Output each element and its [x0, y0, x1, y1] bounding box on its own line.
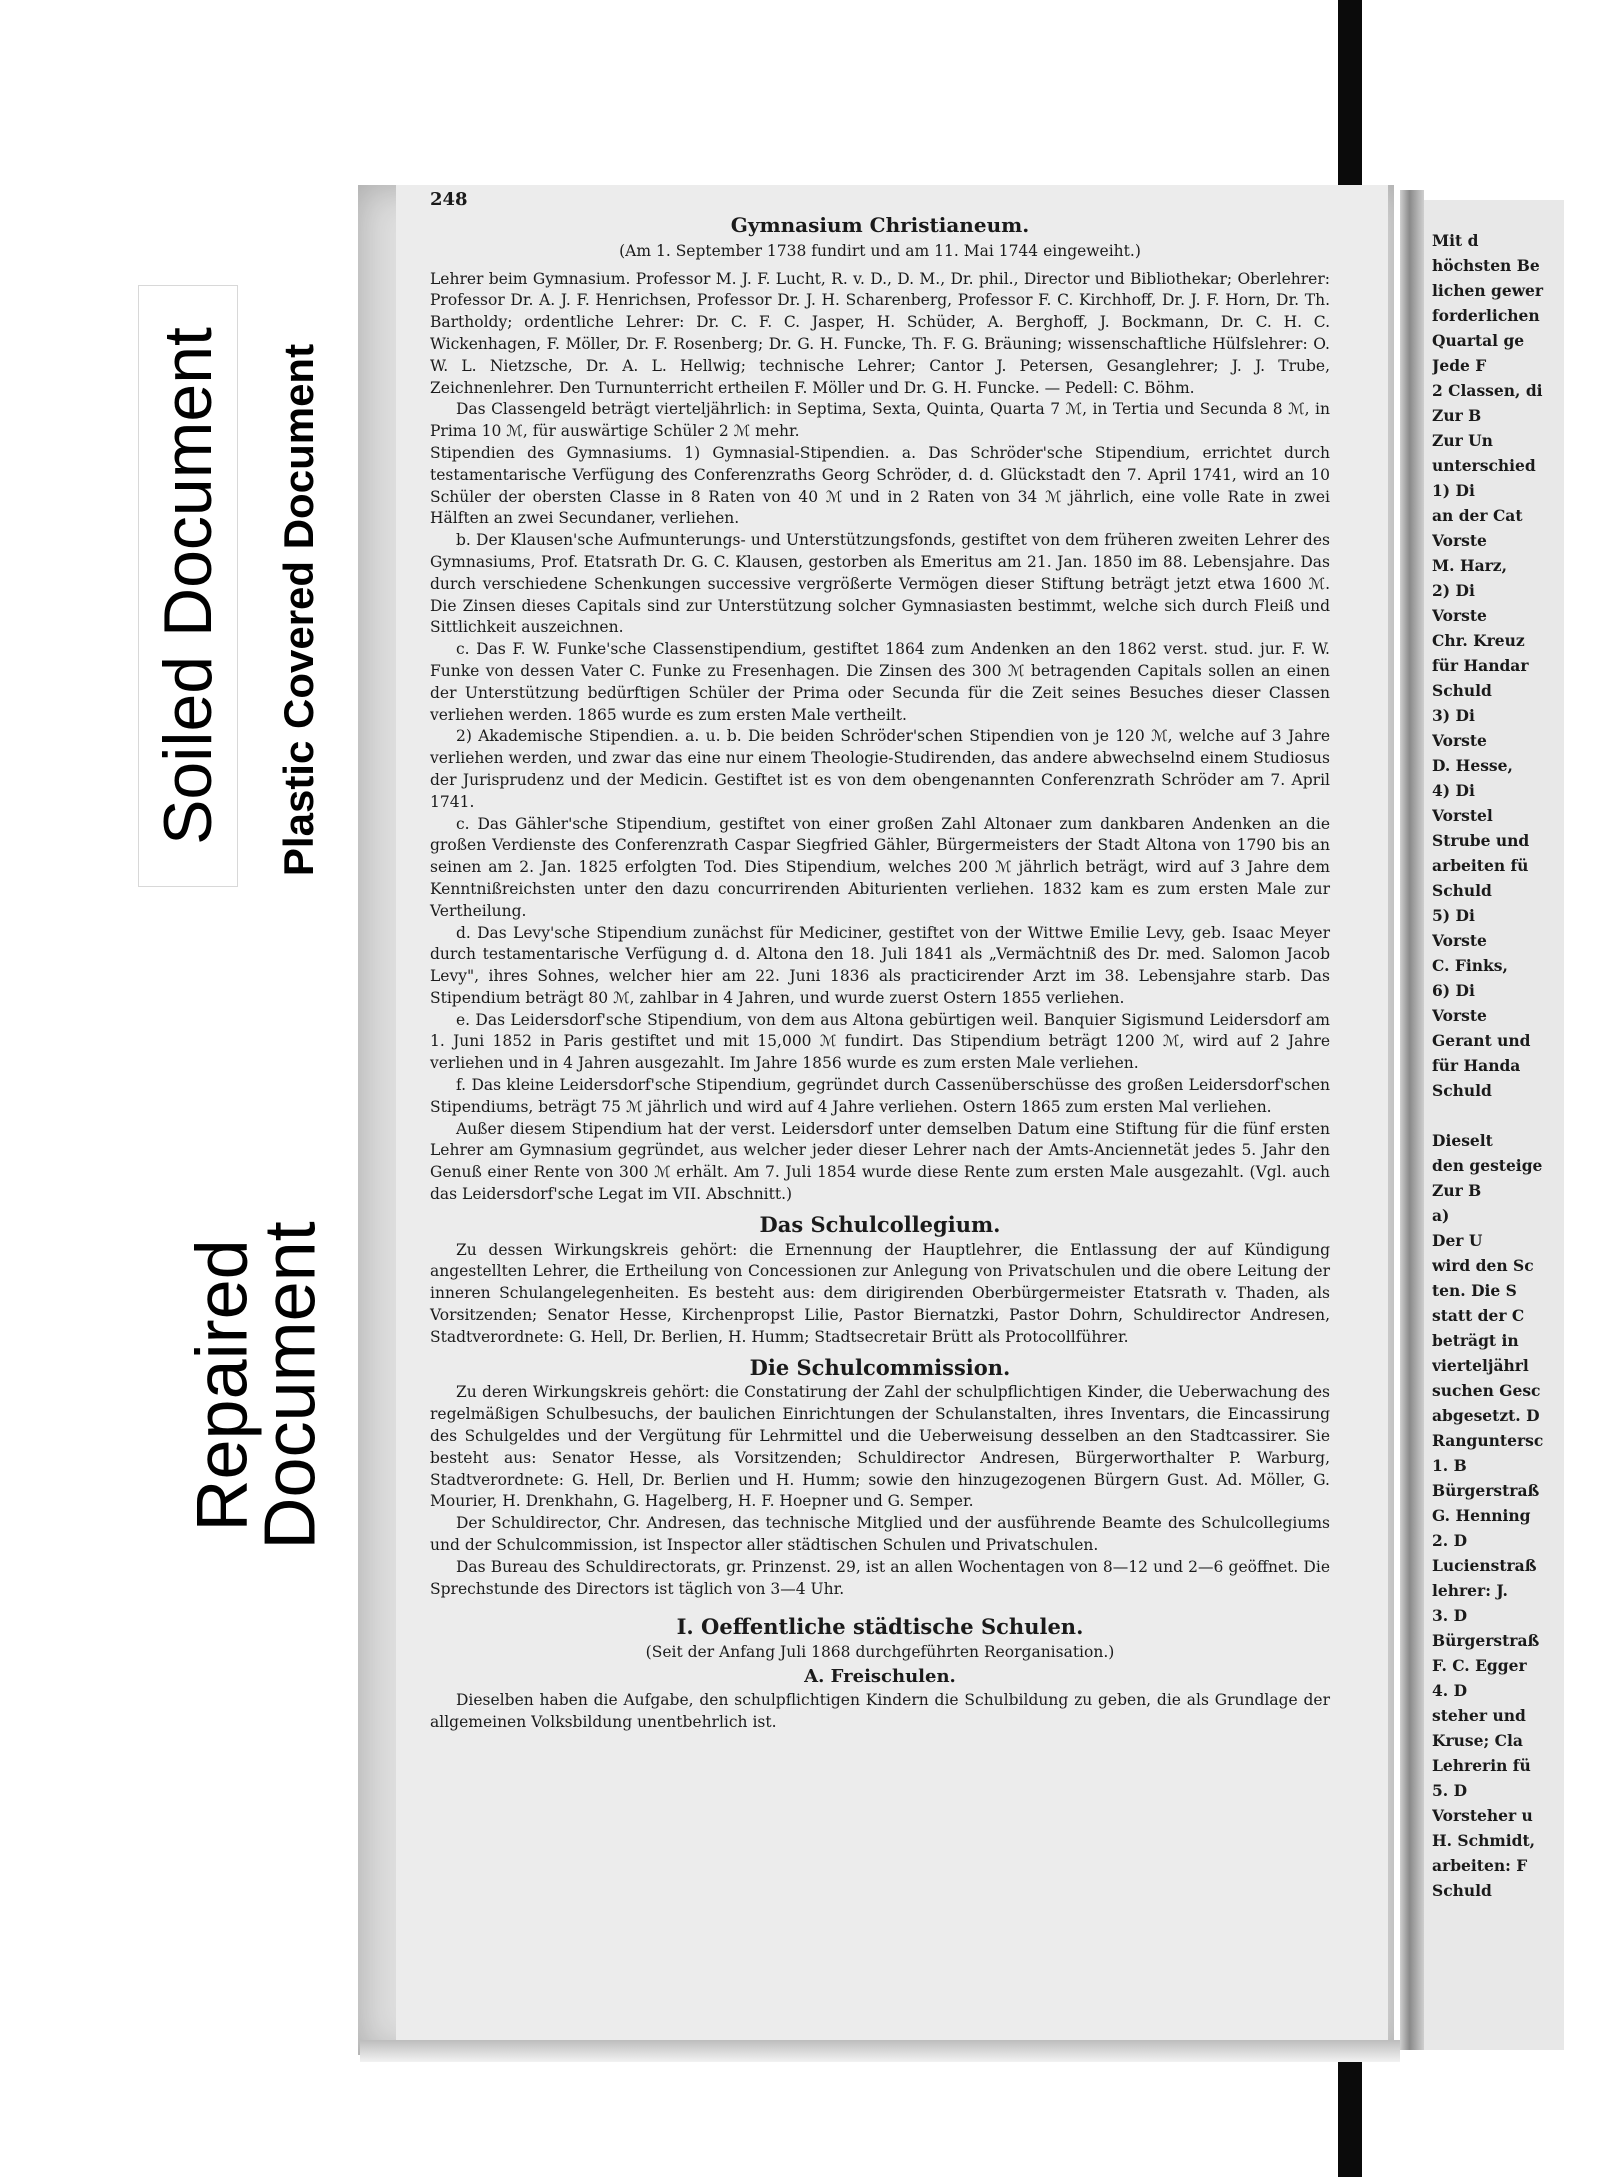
facing-page-line: Lucienstraß — [1432, 1556, 1537, 1575]
paragraph-funke: c. Das F. W. Funke'sche Classenstipendium, gestiftet 1864 zum Andenken an den 1862 verst. stud. jur. F. W. Funke von dessen Vater C. Funke zu Fresenhagen. Die Zinsen des 300 ℳ betragenden Capitals sollen an einen der Unterstützung bedürftigen Schüler der Prima oder Secunda für die Zeit seines Besuches dieser Classen verliehen werden. 1865 wurde es zum ersten Male vertheilt. — [430, 640, 1330, 724]
facing-page-line: Vorste — [1432, 606, 1487, 625]
facing-page-line: D. Hesse, — [1432, 756, 1513, 775]
paragraph-lehrer: Lehrer beim Gymnasium. Professor M. J. F. Lucht, R. v. D., D. M., Dr. phil., Director und Bibliothekar; Oberlehrer: Professor Dr. A. J. F. Henrichsen, Professor Dr. J. H. Scharenberg, Professor F. C. Kirchhoff, Dr. J. F. Horn, Dr. Th. Bartholdy; ordentliche Lehrer: Dr. C. F. C. Jasper, H. Schüder, A. Berghoff, J. Bockmann, Dr. C. H. C. Wickenhagen, F. Möller, Dr. F. Rosenberg; Dr. G. H. Funcke, Th. F. G. Bräuning; wissenschaftliche Hülfslehrer: O. W. L. Nietzsche, Dr. A. L. Hellwig; technische Lehrer; Cantor J. Petersen, Gesanglehrer; J. J. Trube, Zeichnenlehrer. Den Turnunterricht ertheilen F. Möller und Dr. G. H. Funcke. — Pedell: C. Böhm. — [430, 269, 1330, 397]
facing-page-line: H. Schmidt, — [1432, 1831, 1536, 1850]
facing-page-line: M. Harz, — [1432, 556, 1508, 575]
repaired-document-label — [142, 1130, 372, 1640]
facing-page-line: Vorstel — [1432, 806, 1493, 825]
facing-page-line: Vorsteher u — [1432, 1806, 1533, 1825]
facing-page-line: forderlichen — [1432, 306, 1540, 325]
paragraph-schulcollegium: Zu dessen Wirkungskreis gehört: die Ernennung der Hauptlehrer, die Entlassung der auf Kündigung angestellten Lehrer, die Ertheilung von Concessionen zur Anlegung von Privatschulen und die obere Leitung der inneren Schulangelegenheiten. Es besteht aus: dem dirigirenden Oberbürgermeister Etatsrath v. Thaden, als Vorsitzenden; Senator Hesse, Kirchenpropst Lilie, Pastor Biernatzki, Pastor Dohrn, Schuldirector Andresen, Stadtverordnete: G. Hell, Dr. Berlien, H. Humm; Stadtsecretair Brütt als Protocollführer. — [430, 1240, 1330, 1346]
facing-page-line: Dieselt — [1432, 1131, 1493, 1150]
facing-page-line: C. Finks, — [1432, 956, 1508, 975]
facing-page-line: a) — [1432, 1206, 1450, 1225]
heading-freischulen: A. Freischulen. — [804, 1666, 956, 1687]
facing-page-line: 5) Di — [1432, 906, 1475, 925]
soiled-document-text: Soiled Document — [150, 327, 226, 845]
facing-page-line: Schuld — [1432, 1881, 1492, 1900]
facing-page-line: Jede F — [1432, 356, 1487, 375]
paragraph-klausen: b. Der Klausen'sche Aufmunterungs- und Unterstützungsfonds, gestiftet von dem früheren zweiten Lehrer des Gymnasiums, Prof. Etatsrath Dr. G. C. Klausen, gestorben als Emeritus am 21. Jan. 1850 im 88. Lebensjahre. Das durch verschiedene Schenkungen successive vergrößerte Vermögen dieser Stiftung beträgt jetzt etwa 1600 ℳ. Die Zinsen dieses Capitals sind zur Unterstützung solcher Gymnasiasten bestimmt, welche sich durch Fleiß und Sittlichkeit auszeichnen. — [430, 531, 1330, 637]
heading-schulcommission: Die Schulcommission. — [749, 1354, 1011, 1380]
paragraph-levy: d. Das Levy'sche Stipendium zunächst für Mediciner, gestiftet von der Wittwe Emilie Levy, geb. Isaac Meyer durch testamentarische Verfügung d. d. Altona den 18. Juli 1841 als „Vermächtniß des Dr. med. Salomon Jacob Levy", ihres Sohnes, welcher hier am 22. Juni 1836 als practicirender Arzt im 38. Lebensjahre starb. Das Stipendium beträgt 80 ℳ, zahlbar in 4 Jahren, und wurde zuerst Ostern 1855 verliehen. — [430, 923, 1330, 1007]
facing-page-line: Mit d — [1432, 231, 1479, 250]
subheading-reorganisation: (Seit der Anfang Juli 1868 durchgeführten Reorganisation.) — [645, 1643, 1115, 1662]
paragraph-leidersdorf: e. Das Leidersdorf'sche Stipendium, von dem aus Altona gebürtigen weil. Banquier Sigismund Leidersdorf am 1. Juni 1852 in Paris gestiftet und mit 15,000 ℳ fundirt. Das Stipendium beträgt 1200 ℳ, wird auf 2 Jahre verliehen und in 4 Jahren ausgezahlt. Im Jahre 1856 wurde es zum ersten Male verliehen. — [430, 1010, 1330, 1073]
paragraph-schuldirector: Der Schuldirector, Chr. Andresen, das technische Mitglied und der ausführende Beamte des Schulcollegiums und der Schulcommission, ist Inspector aller städtischen Schulen und Privatschulen. — [430, 1514, 1330, 1555]
facing-page-line: für Handa — [1432, 1056, 1521, 1075]
facing-page-line: Zur Un — [1432, 431, 1493, 450]
facing-page-line: abgesetzt. D — [1432, 1406, 1540, 1425]
plastic-covered-label — [258, 290, 340, 930]
facing-page-line: F. C. Egger — [1432, 1656, 1527, 1675]
facing-page-line: Zur B — [1432, 1181, 1482, 1200]
facing-page-line: statt der C — [1432, 1306, 1525, 1325]
facing-page-line: Quartal ge — [1432, 331, 1525, 350]
paragraph-akademische: 2) Akademische Stipendien. a. u. b. Die beiden Schröder'schen Stipendien von je 120 ℳ, welche auf 3 Jahre verliehen werden, und zwar das eine nur einem Theologie-Studirenden, das andere abwechselnd einem Studiosus der Jurisprudenz und der Medicin. Gestiftet ist es von dem obengenannten Conferenzrath Schröder am 7. April 1741. — [430, 727, 1330, 811]
facing-page-line: 2. D — [1432, 1531, 1468, 1550]
facing-page-line: G. Henning — [1432, 1506, 1531, 1525]
paragraph-freischulen: Dieselben haben die Aufgabe, den schulpflichtigen Kindern die Schulbildung zu geben, die als Grundlage der allgemeinen Volksbildung unentbehrlich ist. — [430, 1690, 1330, 1731]
paragraph-classengeld: Das Classengeld beträgt vierteljährlich: in Septima, Sexta, Quinta, Quarta 7 ℳ, in Tertia und Secunda 8 ℳ, in Prima 10 ℳ, für auswärtige Schüler 2 ℳ mehr. — [430, 400, 1330, 441]
facing-page-line: ten. Die S — [1432, 1281, 1517, 1300]
facing-page-line: Vorste — [1432, 531, 1487, 550]
plastic-covered-text: Plastic Covered Document — [275, 343, 323, 877]
facing-page-line: 6) Di — [1432, 981, 1475, 1000]
facing-page-line: suchen Gesc — [1432, 1381, 1541, 1400]
facing-page-line: Schuld — [1432, 1081, 1492, 1100]
facing-page-line: Bürgerstraß — [1432, 1481, 1540, 1500]
page-subtitle: (Am 1. September 1738 fundirt und am 11. Mai 1744 eingeweiht.) — [619, 241, 1141, 260]
facing-page-line: den gesteige — [1432, 1156, 1543, 1175]
facing-page-line: Bürgerstraß — [1432, 1631, 1540, 1650]
facing-page-line: Gerant und — [1432, 1031, 1531, 1050]
paragraph-bureau: Das Bureau des Schuldirectorats, gr. Prinzenst. 29, ist an allen Wochentagen von 8—12 und 2—6 geöffnet. Die Sprechstunde des Directors ist täglich von 3—4 Uhr. — [430, 1557, 1330, 1598]
page-content — [430, 195, 1330, 1733]
repaired-document-text: Repaired Document — [182, 1220, 331, 1550]
facing-page-line: 3. D — [1432, 1606, 1468, 1625]
heading-schulcollegium: Das Schulcollegium. — [759, 1211, 1001, 1237]
facing-page-line: Chr. Kreuz — [1432, 631, 1525, 650]
facing-page-line: Kruse; Cla — [1432, 1731, 1523, 1750]
facing-page-line: für Handar — [1432, 656, 1529, 675]
heading-oeffentliche-schulen: I. Oeffentliche städtische Schulen. — [676, 1614, 1084, 1640]
facing-page-line: 1) Di — [1432, 481, 1475, 500]
facing-page-line: Vorste — [1432, 931, 1487, 950]
facing-page-line: beträgt in — [1432, 1331, 1519, 1350]
facing-page-line: höchsten Be — [1432, 256, 1540, 275]
facing-page-line: Vorste — [1432, 731, 1487, 750]
facing-page-text — [1432, 228, 1562, 2028]
paragraph-schulcommission: Zu deren Wirkungskreis gehört: die Constatirung der Zahl der schulpflichtigen Kinder, die Ueberwachung des regelmäßigen Schulbesuchs, der baulichen Einrichtungen der Schulanstalten, ihres Inventars, die Eincassirung des Schulgeldes und der Vergütung für Lehrmittel und die Ueberweisung desselben an den Stadtcassirer. Sie besteht aus: Senator Hesse, als Vorsitzenden; Schuldirector Andresen, Bürgerworthalter P. Warburg, Stadtverordnete: G. Hell, Dr. Berlien und H. Humm; sowie den hinzugezogenen Bürgern Gust. Ad. Möller, G. Mourier, H. Drenkhahn, G. Hagelberg, H. F. Hoepner und G. Semper. — [430, 1383, 1330, 1511]
facing-page-line: lehrer: J. — [1432, 1581, 1508, 1600]
book-gutter — [1400, 190, 1424, 2050]
facing-page-line: Strube und — [1432, 831, 1530, 850]
facing-page-line: lichen gewer — [1432, 281, 1544, 300]
white-edge-strip — [1564, 0, 1600, 2177]
document-page — [358, 185, 1394, 2055]
facing-page-line: Ranguntersc — [1432, 1431, 1544, 1450]
page-title: Gymnasium Christianeum. — [730, 213, 1030, 237]
paragraph-stipendien: Stipendien des Gymnasiums. 1) Gymnasial-Stipendien. a. Das Schröder'sche Stipendium, errichtet durch testamentarische Verfügung des Conferenzraths Georg Schröder, d. d. Glückstadt den 7. April 1741, wird an 10 Schüler der obersten Classe in 8 Raten von 40 ℳ und in 2 Raten von 34 ℳ jährlich, eine volle Rate in zwei Hälften an zwei Secundaner, verliehen. — [430, 443, 1330, 528]
facing-page-line: 4. D — [1432, 1681, 1468, 1700]
facing-page-line: wird den Sc — [1432, 1256, 1534, 1275]
page-bottom-edge — [360, 2040, 1400, 2062]
facing-page-line: 2 Classen, di — [1432, 381, 1543, 400]
facing-page-line: Zur B — [1432, 406, 1482, 425]
page-number: 248 — [430, 189, 468, 210]
soiled-document-label — [138, 285, 238, 887]
facing-page-line: 2) Di — [1432, 581, 1475, 600]
facing-page-line: Schuld — [1432, 881, 1492, 900]
facing-page-line: unterschied — [1432, 456, 1536, 475]
facing-page-line: arbeiten: F — [1432, 1856, 1528, 1875]
facing-page-line: Vorste — [1432, 1006, 1487, 1025]
facing-page-line: vierteljährl — [1432, 1356, 1529, 1375]
facing-page-line: Der U — [1432, 1231, 1483, 1250]
facing-page-line: steher und — [1432, 1706, 1526, 1725]
facing-page-line: 3) Di — [1432, 706, 1475, 725]
facing-page-line — [1432, 1103, 1562, 1128]
facing-page-line: 1. B — [1432, 1456, 1467, 1475]
facing-page-line: arbeiten fü — [1432, 856, 1529, 875]
facing-page-line: an der Cat — [1432, 506, 1523, 525]
facing-page-line: 4) Di — [1432, 781, 1475, 800]
facing-page-line: 5. D — [1432, 1781, 1468, 1800]
paragraph-ausser: Außer diesem Stipendium hat der verst. Leidersdorf unter demselben Datum eine Stiftung für die fünf ersten Lehrer am Gymnasium gegründet, aus welcher jeder dieser Lehrer nach der Amts-Anciennetät jedes 5. Jahr den Genuß einer Rente von 300 ℳ erhält. Am 7. Juli 1854 wurde diese Rente zum ersten Male ausgezahlt. (Vgl. auch das Leidersdorf'sche Legat im VII. Abschnitt.) — [430, 1119, 1330, 1204]
facing-page-line: Schuld — [1432, 681, 1492, 700]
paragraph-gaehler: c. Das Gähler'sche Stipendium, gestiftet von einer großen Zahl Altonaer zum dankbaren Andenken an die großen Verdienste des Conferenzrath Caspar Siegfried Gähler, Bürgermeisters der Stadt Altona von 1790 bis an seinen am 2. Jan. 1825 erfolgten Tod. Dies Stipendium, welches 200 ℳ jährlich beträgt, wird auf 3 Jahre dem Kenntnißreichsten unter den dazu concurrirenden Abiturienten verliehen. 1832 kam es zum ersten Male zur Vertheilung. — [430, 814, 1330, 920]
facing-page-line: Lehrerin fü — [1432, 1756, 1531, 1775]
paragraph-kleine-leidersdorf: f. Das kleine Leidersdorf'sche Stipendium, gegründet durch Cassenüberschüsse des großen Leidersdorf'schen Stipendiums, beträgt 75 ℳ jährlich und wird auf 4 Jahre verliehen. Ostern 1865 zum ersten Mal verliehen. — [430, 1076, 1330, 1116]
